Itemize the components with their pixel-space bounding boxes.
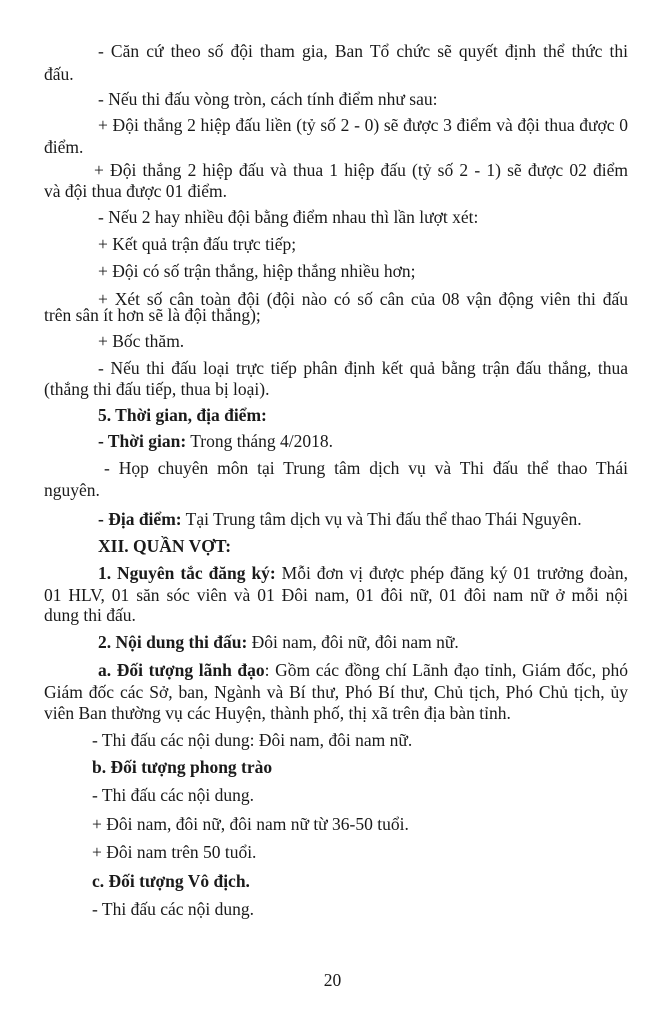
- value: Đôi nam, đôi nữ, đôi nam nữ.: [247, 632, 459, 652]
- text-line: [98, 430, 333, 452]
- text-line: trên sân ít hơn sẽ là đội thắng);: [44, 305, 261, 325]
- text-line: (thắng thi đấu tiếp, thua bị loại).: [44, 379, 270, 399]
- text-line: điểm.: [44, 137, 84, 157]
- value: Mỗi đơn vị được phép đăng ký 01 trưởng đoàn,: [275, 563, 629, 583]
- text-line: - Căn cứ theo số đội tham gia, Ban Tổ chức sẽ quyết định thể thức thi: [98, 41, 628, 61]
- text-line: [98, 508, 582, 530]
- section-heading: 5. Thời gian, địa điểm:: [98, 405, 267, 425]
- text-line: - Thi đấu các nội dung.: [92, 785, 254, 805]
- text-line: [98, 562, 628, 584]
- text-line: dung thi đấu.: [44, 605, 136, 625]
- text-line: + Bốc thăm.: [98, 331, 185, 351]
- text-line: - Họp chuyên môn tại Trung tâm dịch vụ và Thi đấu thể thao Thái: [104, 458, 628, 478]
- text-line: Giám đốc các Sở, ban, Ngành và Bí thư, Phó Bí thư, Chủ tịch, Phó Chủ tịch, ủy: [44, 682, 628, 702]
- text-line: + Đội thắng 2 hiệp đấu và thua 1 hiệp đấu (tỷ số 2 - 1) sẽ được 02 điểm: [94, 160, 628, 180]
- label: - Thời gian:: [98, 431, 187, 451]
- text-line: + Đôi nam, đôi nữ, đôi nam nữ từ 36-50 tuổi.: [92, 814, 409, 834]
- text-line: [98, 631, 459, 653]
- value: Tại Trung tâm dịch vụ và Thi đấu thể thao Thái Nguyên.: [181, 509, 582, 529]
- text-line: - Nếu 2 hay nhiều đội bằng điểm nhau thì lần lượt xét:: [98, 207, 479, 227]
- text-line: và đội thua được 01 điểm.: [44, 181, 228, 201]
- text-line: [98, 659, 628, 681]
- value: Trong tháng 4/2018.: [186, 431, 333, 451]
- page-number: 20: [323, 970, 342, 990]
- text-line: + Đội có số trận thắng, hiệp thắng nhiều hơn;: [98, 261, 416, 281]
- label: - Địa điểm:: [98, 509, 182, 529]
- text-line: - Nếu thi đấu vòng tròn, cách tính điểm như sau:: [98, 89, 438, 109]
- text-line: 01 HLV, 01 săn sóc viên và 01 Đôi nam, 01 đôi nữ, 01 đôi nam nữ ở mỗi nội: [44, 585, 628, 605]
- text-line: - Nếu thi đấu loại trực tiếp phân định kết quả bằng trận đấu thắng, thua: [98, 358, 628, 378]
- section-heading: b. Đối tượng phong trào: [92, 757, 273, 777]
- label: 2. Nội dung thi đấu:: [98, 632, 248, 652]
- text-line: + Đôi nam trên 50 tuổi.: [92, 842, 257, 862]
- text-line: + Đội thắng 2 hiệp đấu liền (tỷ số 2 - 0) sẽ được 3 điểm và đội thua được 0: [98, 115, 628, 135]
- text-line: - Thi đấu các nội dung.: [92, 899, 254, 919]
- section-heading: c. Đối tượng Vô địch.: [92, 871, 250, 891]
- label: 1. Nguyên tắc đăng ký:: [98, 563, 276, 583]
- text-line: đấu.: [44, 64, 74, 84]
- text-line: + Kết quả trận đấu trực tiếp;: [98, 234, 297, 254]
- text-line: + Xét số cân toàn đội (đội nào có số cân của 08 vận động viên thi đấu: [98, 289, 628, 309]
- section-heading: XII. QUẦN VỢT:: [98, 536, 232, 556]
- value: : Gồm các đồng chí Lãnh đạo tỉnh, Giám đốc, phó: [264, 660, 629, 680]
- text-line: - Thi đấu các nội dung: Đôi nam, đôi nam nữ.: [92, 730, 413, 750]
- text-line: viên Ban thường vụ các Huyện, thành phố, thị xã trên địa bàn tỉnh.: [44, 703, 511, 723]
- text-line: nguyên.: [44, 480, 100, 500]
- label: a. Đối tượng lãnh đạo: [98, 660, 265, 680]
